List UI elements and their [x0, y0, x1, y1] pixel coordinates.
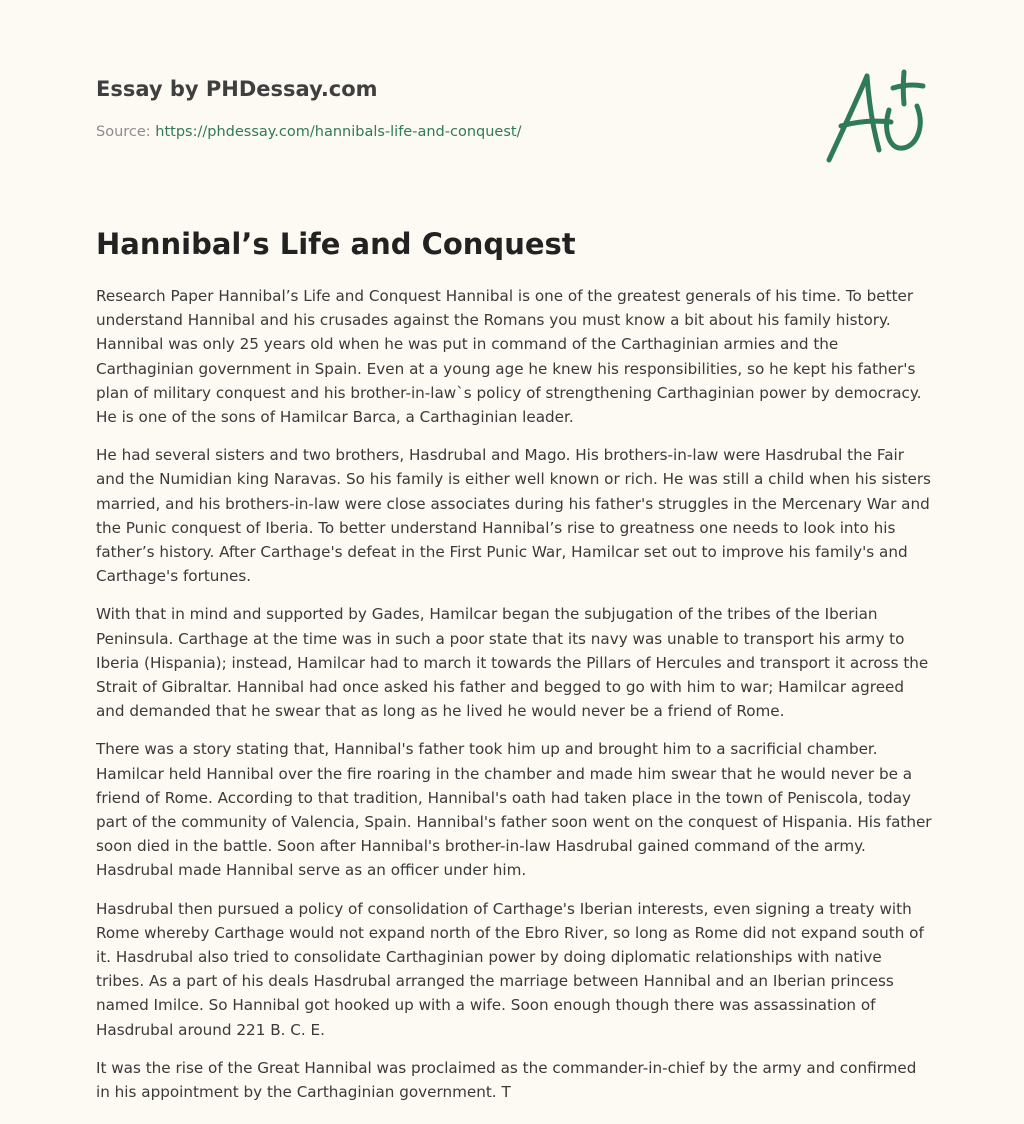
essay-paragraph: There was a story stating that, Hannibal's father took him up and brought him to a sacrificial chamber. Hamilcar held Hannibal over the fire roaring in the chamber and made him swear that he would never be a friend of Rome. According to that tradition, Hannibal's oath had taken place in the town of Peniscola, today part of the community of Valencia, Spain. Hannibal's father soon went on the conquest of Hispania. His father soon died in the battle. Soon after Hannibal's brother-in-law Hasdrubal gained command of the army. Hasdrubal made Hannibal serve as an officer under him.	[96, 740, 932, 880]
essay-title: Hannibal’s Life and Conquest	[96, 227, 576, 261]
essay-paragraph: It was the rise of the Great Hannibal was proclaimed as the commander-in-chief by the army and confirmed in his appointment by the Carthaginian government. T	[96, 1058, 917, 1102]
essay-paragraph: Hasdrubal then pursued a policy of consolidation of Carthage's Iberian interests, even signing a treaty with Rome whereby Carthage would not expand north of the Ebro River, so long as Rome did not expand south of it. Hasdrubal also tried to consolidate Carthaginian power by doing diplomatic relationships with native tribes. As a part of his deals Hasdrubal arranged the marriage between Hannibal and an Iberian princess named Imilce. So Hannibal got hooked up with a wife. Soon enough though there was assassination of Hasdrubal around 221 B. C. E.	[96, 899, 924, 1039]
essay-paragraph: With that in mind and supported by Gades, Hamilcar began the subjugation of the tribes of the Iberian Peninsula. Carthage at the time was in such a poor state that its navy was unable to transport his army to Iberia (Hispania); instead, Hamilcar had to march it towards the Pillars of Hercules and transport it across the Strait of Gibraltar. Hannibal had once asked his father and begged to go with him to war; Hamilcar agreed and demanded that he swear that as long as he lived he would never be a friend of Rome.	[96, 605, 929, 721]
site-brand: Essay by PHDessay.com	[96, 77, 378, 101]
essay-body	[96, 284, 932, 1118]
a-plus-grade-icon	[825, 64, 931, 166]
source-line	[96, 124, 521, 140]
essay-paragraph: Research Paper Hannibal’s Life and Conquest Hannibal is one of the greatest generals of his time. To better understand Hannibal and his crusades against the Romans you must know a bit about his family history. Hannibal was only 25 years old when he was put in command of the Carthaginian armies and the Carthaginian government in Spain. Even at a young age he knew his responsibilities, so he kept his father's plan of military conquest and his brother-in-law`s policy of strengthening Carthaginian power by democracy. He is one of the sons of Hamilcar Barca, a Carthaginian leader.	[96, 287, 922, 427]
essay-paragraph: He had several sisters and two brothers, Hasdrubal and Mago. His brothers-in-law were Hasdrubal the Fair and the Numidian king Naravas. So his family is either well known or rich. He was still a child when his sisters married, and his brothers-in-law were close associates during his father's struggles in the Mercenary War and the Punic conquest of Iberia. To better understand Hannibal’s rise to greatness one needs to look into his father’s history. After Carthage's defeat in the First Punic War, Hamilcar set out to improve his family's and Carthage's fortunes.	[96, 446, 931, 586]
source-label: Source:	[96, 124, 156, 140]
source-link[interactable]: https://phdessay.com/hannibals-life-and-conquest/	[155, 124, 522, 140]
